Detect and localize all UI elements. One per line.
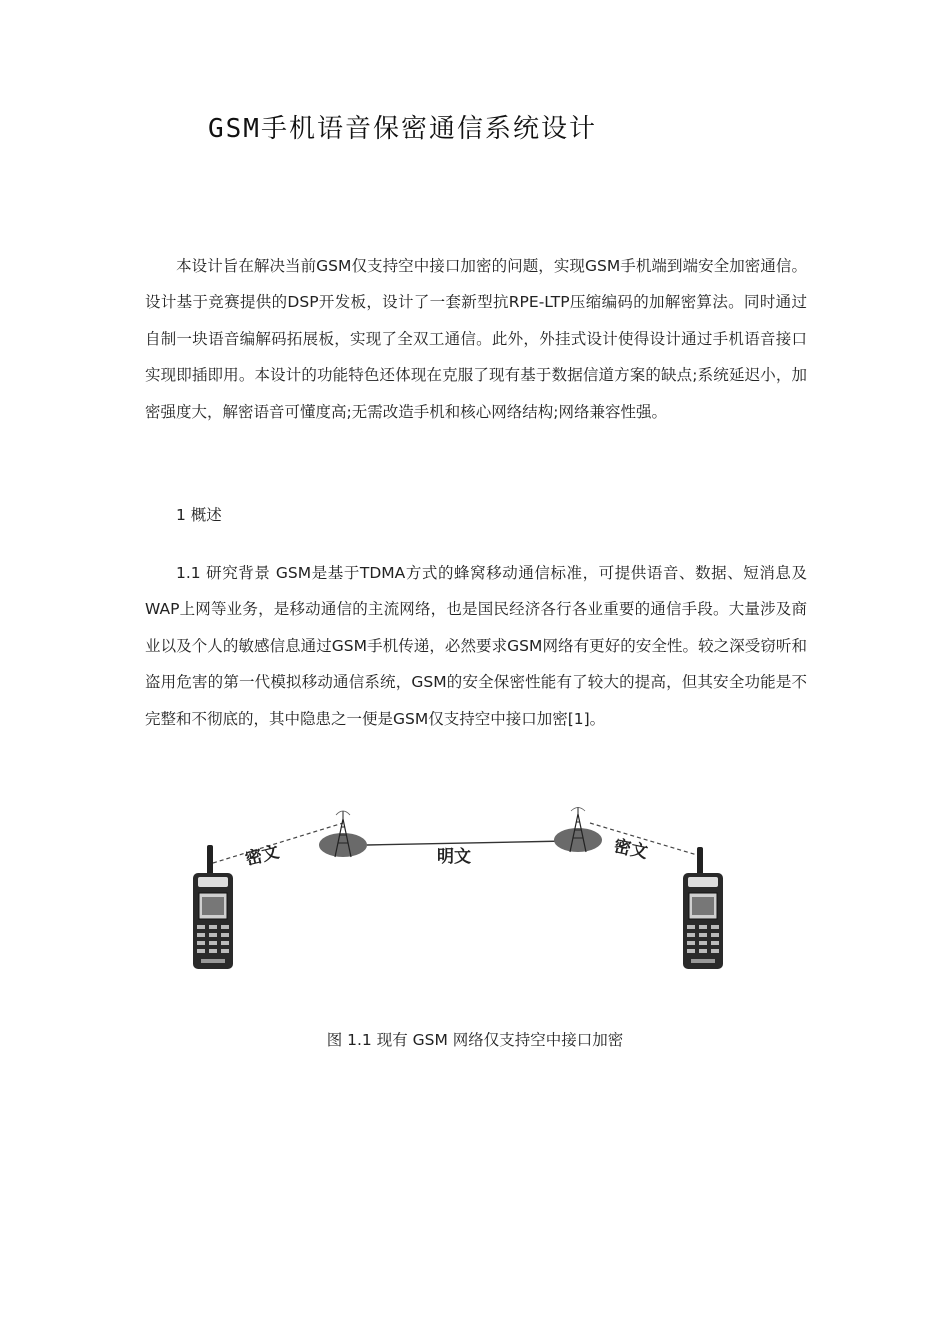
left-mobile-phone-icon [193, 845, 233, 969]
abstract-text: 本设计旨在解决当前GSM仅支持空中接口加密的问题，实现GSM手机端到端安全加密通信。设计基于竞赛提供的DSP开发板，设计了一套新型抗RPE-LTP压缩编码的加解密算法。同时通过自制一块语音编解码拓展板，实现了全双工通信。此外，外挂式设计使得设计通过手机语音接口实现即插即用。本设计的功能特色还体现在克服了现有基于数据信道方案的缺点;系统延迟小，加密强度大，解密语音可懂度高;无需改造手机和核心网络结构;网络兼容性强。 [145, 257, 807, 421]
section-1-1-text: 1.1 研究背景 GSM是基于TDMA方式的蜂窝移动通信标准，可提供语音、数据、短消息及WAP上网等业务，是移动通信的主流网络，也是国民经济各行各业重要的通信手段。大量涉及商业以及个人的敏感信息通过GSM手机传递，必然要求GSM网络有更好的安全性。较之深受窃听和盗用危害的第一代模拟移动通信系统，GSM的安全保密性能有了较大的提高，但其安全功能是不完整和不彻底的，其中隐患之一便是GSM仅支持空中接口加密[1]。 [145, 564, 807, 728]
right-ciphertext-label: 密文 [611, 836, 650, 863]
section-1-1-paragraph [145, 555, 807, 737]
figure-gsm-air-interface [185, 805, 730, 980]
plaintext-label: 明文 [437, 847, 471, 867]
figure-caption: 图 1.1 现有 GSM 网络仅支持空中接口加密 [326, 1031, 624, 1049]
right-mobile-phone-icon [683, 847, 723, 969]
section-1-heading: 1 概述 [176, 506, 222, 524]
core-plain-link [367, 841, 567, 845]
left-base-station-icon [319, 811, 367, 857]
abstract-paragraph [145, 248, 807, 430]
figure-illustration [185, 805, 730, 980]
document-title: GSM手机语音保密通信系统设计 [208, 114, 597, 144]
right-base-station-icon [554, 807, 602, 852]
left-ciphertext-label: 密文 [243, 842, 282, 870]
